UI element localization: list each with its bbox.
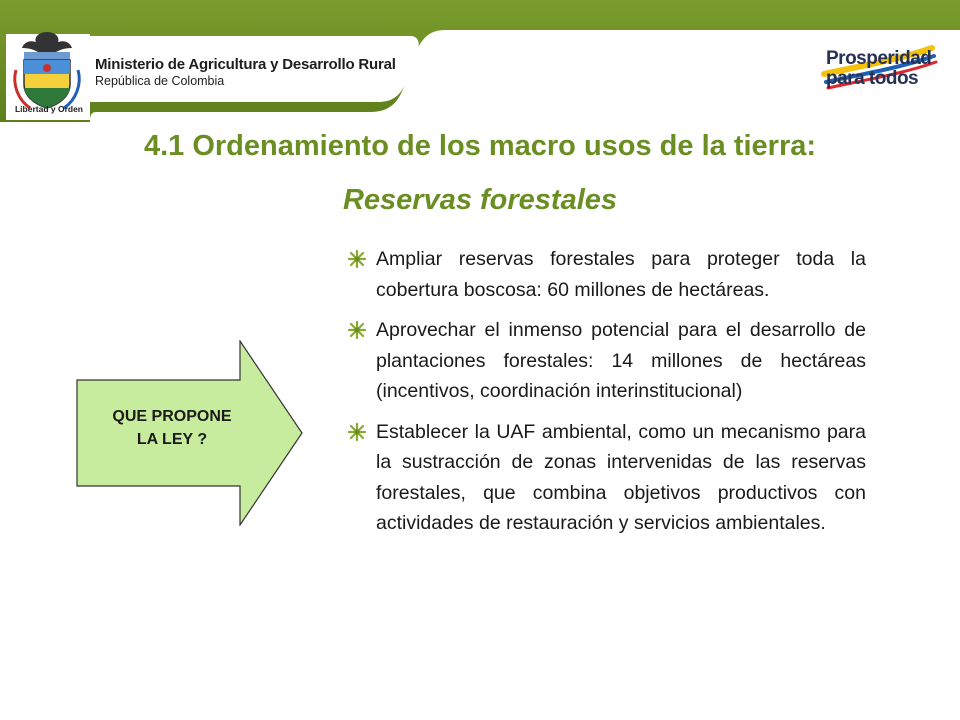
ministry-block xyxy=(95,56,396,88)
republic-label: República de Colombia xyxy=(95,74,225,88)
arrow-label-line-1: QUE PROPONE xyxy=(112,408,232,425)
logo-line-2: para todos xyxy=(826,68,919,89)
ministry-name: Ministerio de Agricultura y Desarrollo Rural xyxy=(95,56,396,73)
list-item xyxy=(348,417,866,539)
bullet-list xyxy=(348,244,866,549)
starburst-bullet-icon xyxy=(348,423,366,441)
starburst-bullet-icon xyxy=(348,250,366,268)
logo-line-1: Prosperidad xyxy=(826,48,932,69)
motto: Libertad y Orden xyxy=(14,104,83,114)
slide-title: 4.1 Ordenamiento de los macro usos de la tierra: xyxy=(143,130,817,162)
bullet-text: Ampliar reservas forestales para proteger toda la cobertura boscosa: 60 millones de hectáreas. xyxy=(376,248,866,301)
slide-subtitle: Reservas forestales xyxy=(342,184,618,216)
arrow-label xyxy=(82,405,262,451)
list-item xyxy=(348,315,866,407)
list-item xyxy=(348,244,866,305)
arrow-label-line-2: LA LEY ? xyxy=(136,431,208,448)
bullet-text: Aprovechar el inmenso potencial para el desarrollo de plantaciones forestales: 14 millones de hectáreas (incentivos, coordinación interinstitucional) xyxy=(376,319,866,402)
prosperidad-logo xyxy=(820,44,940,108)
bullet-text: Establecer la UAF ambiental, como un mecanismo para la sustracción de zonas intervenidas de las reservas forestales, que combina objetivos productivos con actividades de restauración y servicios ambientales. xyxy=(376,420,866,534)
starburst-bullet-icon xyxy=(348,321,366,339)
